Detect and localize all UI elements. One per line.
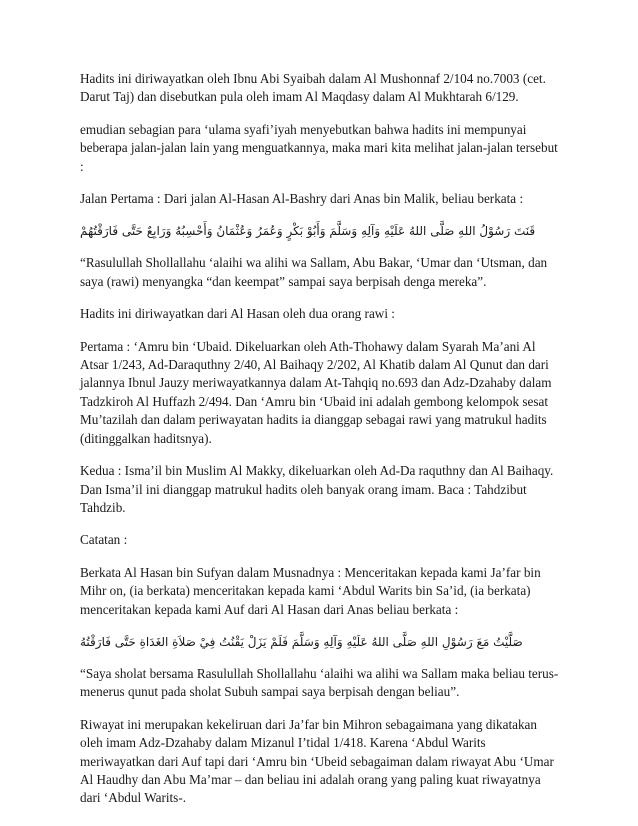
paragraph-narrator-second: Kedua : Isma’il bin Muslim Al Makky, dikeluarkan oleh Ad-Da raquthny dan Al Baihaqy. Dan Isma’il ini dianggap matrukul hadits oleh banyak orang imam. Baca : Tahdzibut Tahdzib. [80,463,554,515]
paragraph-note-heading: Catatan : [80,532,128,548]
paragraph-analysis: Riwayat ini merupakan kekeliruan dari Ja’far bin Mihron sebagaimana yang dikatakan oleh imam Adz-Dzahaby dalam Mizanul I’tidal 1/418. Karena ‘Abdul Warits meriwayatkan dari Auf tapi dari ‘Amru bin ‘Ubeid sebagaiman dalam riwayat Abu ‘Umar Al Haudhy dan Abu Ma’mar – dan beliau ini adalah orang yang paling kuat riwayatnya dari ‘Abdul Warits-. [80,716,554,806]
paragraph-first-route: Jalan Pertama : Dari jalan Al-Hasan Al-Bashry dari Anas bin Malik, beliau berkata : [80,191,524,207]
paragraph-intro: emudian sebagian para ‘ulama syafi’iyah menyebutkan bahwa hadits ini mempunyai beberapa jalan-jalan lain yang menguatkannya, maka mari kita melihat jalan-jalan tersebut : [80,121,558,174]
paragraph-narrator-first: Pertama : ‘Amru bin ‘Ubaid. Dikeluarkan oleh Ath-Thohawy dalam Syarah Ma’ani Al Atsar 1/243, Ad-Daraquthny 2/40, Al Baihaqy 2/202, Al Khatib dalam Al Qunut dan dari jalannya Ibnul Jauzy meriwayatkannya dalam At-Tahqiq no.693 dan Adz-Dzahaby dalam Tadzkiroh Al Huffazh 2/494. Dan ‘Amru bin ‘Ubaid ini adalah gembong kelompok sesat Mu’tazilah dan dalam periwayatan hadits ia dianggap sebagai rawi yang matrukul hadits (ditinggalkan haditsnya). [80,338,552,446]
arabic-hadith-text-1: قَنَتَ رَسُوْلُ اللهِ صَلَّى اللهُ عَلَيْهِ وَآلِهِ وَسَلَّمَ وَأَبُوْ بَكْرٍ وَعُمَرُ وَعُثْمَانُ وَأَحْسِبُهُ وَرَابِعٌ حَتَّى فَارَقْتُهُمْ [80,224,536,239]
paragraph-translation-1: “Rasulullah Shollallahu ‘alaihi wa alihi wa Sallam, Abu Bakar, ‘Umar dan ‘Utsman, dan saya (rawi) menyangka “dan keempat” sampai saya berpisah denga mereka”. [80,255,548,289]
arabic-hadith-text-2: صَلَّيْتُ مَعَ رَسُوْلِ اللهِ صَلَّى اللهُ عَلَيْهِ وَآلِهِ وَسَلَّمَ فَلَمْ يَزَلْ يَقْنُتُ فِيْ صَلاَةِ الغَدَاةِ حَتَّى فَارَقْتُهُ [80,634,523,649]
paragraph-narrators: Hadits ini diriwayatkan dari Al Hasan oleh dua orang rawi : [80,306,395,322]
paragraph-source-note: Hadits ini diriwayatkan oleh Ibnu Abi Syaibah dalam Al Mushonnaf 2/104 no.7003 (cet. Darut Taj) dan disebutkan pula oleh imam Al Maqdasy dalam Al Mukhtarah 6/129. [80,71,546,105]
document-page [80,70,560,822]
paragraph-translation-2: “Saya sholat bersama Rasulullah Shollallahu ‘alaihi wa alihi wa Sallam maka beliau terus-menerus qunut pada sholat Subuh sampai saya berpisah dengan beliau”. [80,665,559,700]
paragraph-chain: Berkata Al Hasan bin Sufyan dalam Musnadnya : Menceritakan kepada kami Ja’far bin Mihr on, (ia berkata) menceritakan kepada kami ‘Abdul Warits bin Sa’id, (ia berkata) menceritakan kepada kami Auf dari Al Hasan dari Anas beliau berkata : [80,564,541,617]
